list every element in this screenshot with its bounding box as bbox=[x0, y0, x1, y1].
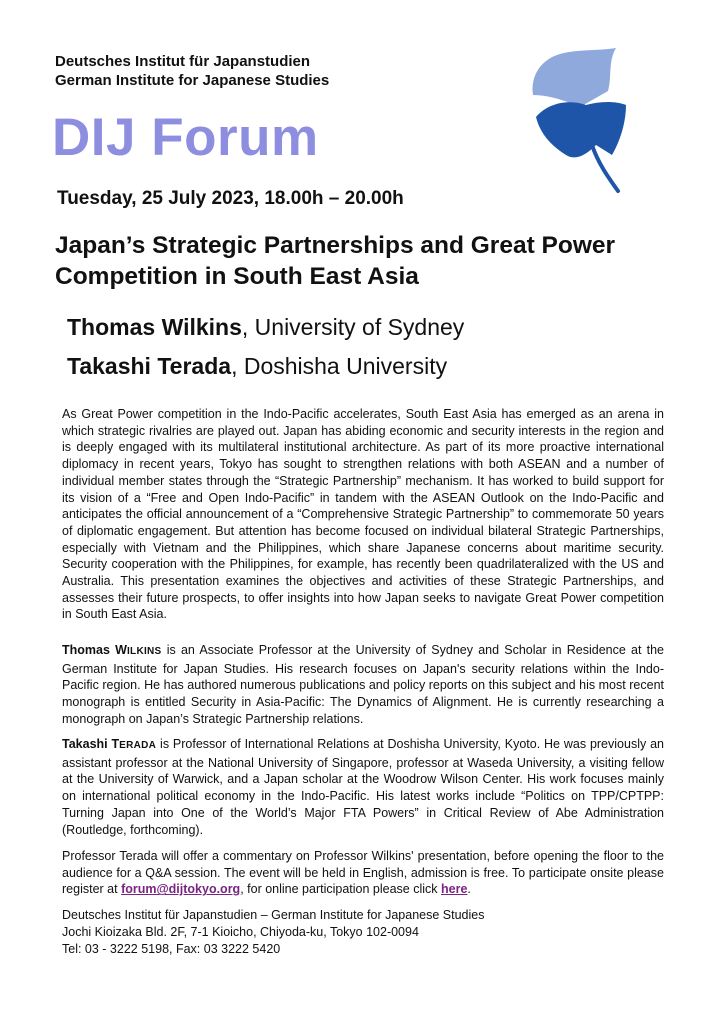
online-participation-link[interactable]: here bbox=[441, 882, 468, 897]
bio-terada-name bbox=[62, 737, 156, 751]
bio-terada-last-rest: ERADA bbox=[119, 740, 157, 751]
bio-wilkins-first: Thomas bbox=[62, 643, 110, 657]
institute-name-de: Deutsches Institut für Japanstudien bbox=[55, 53, 311, 70]
speaker-2 bbox=[67, 352, 447, 380]
event-date: Tuesday, 25 July 2023, 18.00h – 20.00h bbox=[57, 188, 404, 209]
bio-wilkins bbox=[62, 642, 664, 728]
bio-wilkins-last-rest: ILKINS bbox=[126, 646, 162, 657]
ginkgo-leaf-icon bbox=[528, 45, 628, 195]
speaker-1-affiliation: , University of Sydney bbox=[241, 314, 465, 340]
institute-name-en: German Institute for Japanese Studies bbox=[55, 72, 330, 89]
footer-institute: Deutsches Institut für Japanstudien – German Institute for Japanese Studies bbox=[62, 908, 485, 922]
ginkgo-leaf-light bbox=[533, 48, 616, 107]
notice-text-after: . bbox=[467, 882, 471, 897]
event-title: Japan’s Strategic Partnerships and Great Power Competition in South East Asia bbox=[55, 232, 616, 290]
institute-name bbox=[55, 52, 329, 90]
footer-address: Jochi Kioizaka Bld. 2F, 7-1 Kioicho, Chiyoda-ku, Tokyo 102-0094 bbox=[62, 925, 419, 939]
speaker-1-name: Thomas Wilkins bbox=[67, 314, 242, 340]
speaker-2-name: Takashi Terada bbox=[67, 353, 232, 379]
bio-terada bbox=[62, 736, 664, 838]
bio-wilkins-text: is an Associate Professor at the University of Sydney and Scholar in Residence at the German Institute for Japan Studies. His research focuses on Japan's security relations within the Indo-Pacific region. He has authored numerous publications and policy reports on this subject and his most recent monograph is entitled Security in Asia-Pacific: The Dynamics of Alignment. He is currently researching a monograph on Japan’s Strategic Partnership relations. bbox=[62, 643, 664, 726]
ginkgo-leaf-dark bbox=[536, 102, 626, 157]
abstract: As Great Power competition in the Indo-Pacific accelerates, South East Asia has emerged as an arena in which strategic rivalries are played out. Japan has abiding economic and security interests in the region and is deeply engaged with its multilateral institutional architecture. As part of its more proactive international diplomacy in recent years, Tokyo has sought to strengthen relations with both ASEAN and a number of individual member states through the “Strategic Partnership” mechanism. It has worked to build support for its vision of a “Free and Open Indo-Pacific” in tandem with the ASEAN Outlook on the Indo-Pacific and anticipates the official announcement of a “Comprehensive Strategic Partnership” to commemorate 50 years of diplomatic engagement. But attention has become focused on individual bilateral Strategic Partnerships, especially with Vietnam and the Philippines, which share Japanese concerns about maritime security. Security cooperation with the Philippines, for example, has recently been quadrilateralized with the US and Australia. This presentation examines the objectives and activities of these Strategic Partnerships, and assesses their future prospects, to offer insights into how Japan seeks to navigate Great Power competition in South East Asia. bbox=[62, 407, 664, 622]
bio-terada-last-initial: T bbox=[111, 737, 120, 751]
speaker-2-affiliation: , Doshisha University bbox=[231, 353, 448, 379]
bio-terada-text: is Professor of International Relations at Doshisha University, Kyoto. He was previously an assistant professor at the National University of Singapore, professor at Waseda University, a visiting fellow at the University of Warwick, and a Japan scholar at the Woodrow Wilson Center. His work focuses mainly on international political economy in the Indo-Pacific. His latest works include “Politics on TPP/CPTPP: Turning Japan into One of the World’s Major FTA Powers” in Critical Review of Abe Administration (Routledge, forthcoming). bbox=[62, 737, 664, 837]
speaker-1 bbox=[67, 313, 464, 341]
bio-wilkins-last-initial: W bbox=[115, 643, 127, 657]
forum-title: DIJ Forum bbox=[52, 108, 319, 167]
bio-terada-first: Takashi bbox=[62, 737, 108, 751]
footer-contact bbox=[62, 907, 484, 958]
bio-wilkins-name bbox=[62, 643, 162, 657]
register-email-link[interactable]: forum@dijtokyo.org bbox=[121, 882, 241, 897]
notice-text-middle: , for online participation please click bbox=[240, 882, 442, 897]
notice-text-before: Professor Terada will offer a commentary on Professor Wilkins' presentation, before opening the floor to the audience for a Q&A session. The event will be held in English, admission is free. To participate onsite please register at bbox=[62, 849, 664, 897]
ginkgo-stem bbox=[592, 145, 618, 191]
event-notice bbox=[62, 848, 664, 898]
footer-phone: Tel: 03 - 3222 5198, Fax: 03 3222 5420 bbox=[62, 942, 281, 956]
